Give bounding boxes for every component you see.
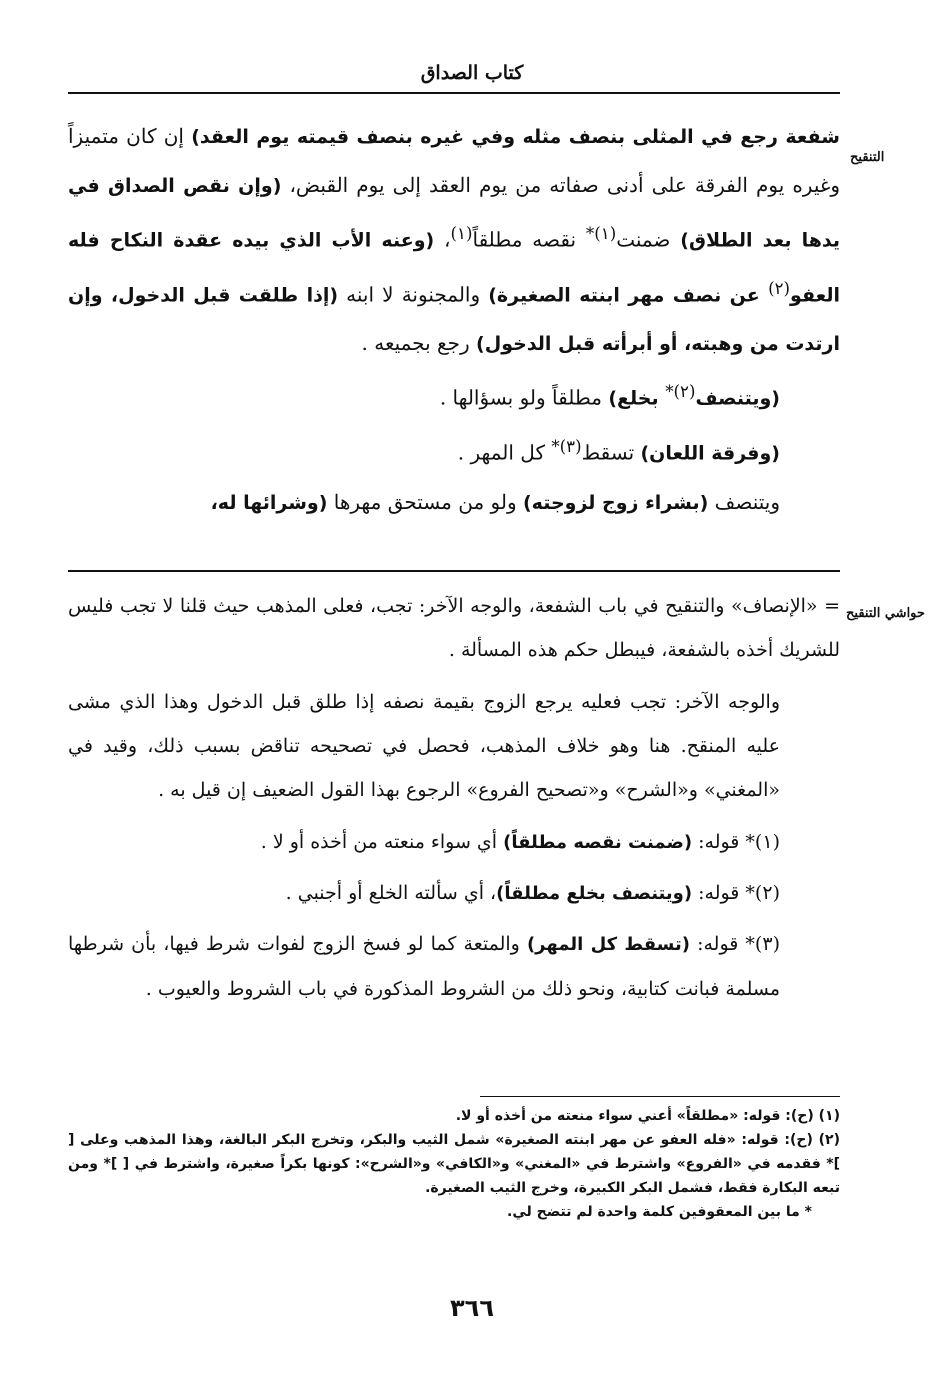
- text-segment: رجع بجميعه .: [361, 331, 477, 356]
- text-segment: والوجه الآخر: تجب فعليه يرجع الزوج بقيمة نصفه إذا طلق قبل الدخول وهذا الذي مشى عليه المنقح. هنا وهو خلاف المذهب، فحصل في تصحيحه تناقض بسبب ذلك، وقيد في «المغني» و«الشرح» و«تصحيح الفروع» الرجوع بهذا القول الضعيف إن قيل به .: [68, 691, 780, 801]
- bold-segment: (وشرائها له،: [210, 491, 328, 514]
- footnote-3: [68, 1200, 840, 1224]
- footnote-marker: (٣)*: [551, 436, 582, 456]
- gloss-paragraph-1: [68, 584, 840, 672]
- footnote-marker: (١): [450, 224, 473, 243]
- text-segment: أي سواء منعته من أخذه أو لا .: [260, 831, 504, 853]
- footnote-rule: [480, 1096, 840, 1097]
- page-number: ٣٦٦: [450, 1294, 494, 1322]
- main-paragraph-2: [68, 368, 840, 423]
- gloss-paragraph-5: [68, 922, 840, 1011]
- text-segment: نقصه مطلقاً: [472, 227, 586, 252]
- text-segment: كل المهر .: [457, 440, 552, 465]
- main-paragraph-4: [68, 478, 840, 527]
- bold-segment: (وفرقة اللعان): [640, 442, 780, 465]
- bold-segment: (٢) (ح): قوله: «فله العفو عن مهر ابنته الصغيرة» شمل الثيب والبكر، وتخرج البكر البالغة، وهذا المذهب وعلى [ ]* فقدمه في «الفروع» واشترط في «المغني» و«الكافي» و«الشرح»: كونها بكراً صغيرة، واشترط في [ ]* ومن تبعه البكارة فقط، فشمل البكر الكبيرة، وخرج الثيب الصغيرة.: [68, 1132, 840, 1196]
- bold-segment: * ما بين المعقوفين كلمة واحدة لم تتضح لي.: [507, 1204, 812, 1220]
- bold-segment: (وإن نقص الصداق في يدها بعد الطلاق): [68, 175, 841, 252]
- footnote-marker: (٢): [768, 278, 791, 298]
- bold-segment: (ضمنت نقصه مطلقاً): [503, 832, 693, 853]
- footnote-2: [68, 1128, 840, 1200]
- bold-segment: بخلع): [608, 387, 666, 410]
- footnotes-block: [68, 1104, 840, 1224]
- separator-rule: [68, 570, 840, 572]
- gloss-paragraph-3: [68, 820, 840, 865]
- text-segment: والمجنونة لا ابنه: [338, 282, 489, 307]
- bold-segment: (تسقط كل المهر): [526, 934, 690, 955]
- footnote-1: [68, 1104, 840, 1128]
- bold-segment: (١) (ح): قوله: «مطلقاً» أعني سواء منعته من أخذه أو لا.: [455, 1108, 840, 1124]
- bold-segment: (بشراء زوج لزوجته): [523, 491, 709, 514]
- text-segment: = «الإنصاف» والتنقيح في باب الشفعة، والوجه الآخر: تجب، فعلى المذهب حيث قلنا لا تجب فليس للشريك أخذه بالشفعة، فيبطل حكم هذه المسألة .: [68, 595, 840, 661]
- main-paragraph-3: [68, 423, 840, 478]
- text-segment: (٣)* قوله:: [689, 933, 780, 955]
- book-title: كتاب الصداق: [420, 62, 524, 84]
- text-segment: (١)* قوله:: [692, 831, 780, 853]
- text-segment: ويتنصف: [708, 489, 780, 514]
- bold-segment: (إذا طلقت قبل الدخول، وإن ارتدت من وهبته، أو أبرأته قبل الدخول): [68, 284, 840, 356]
- text-segment: تسقط: [581, 440, 641, 465]
- margin-label-main: التنقيح: [850, 150, 885, 165]
- text-segment: ولو من مستحق مهرها: [327, 489, 523, 514]
- gloss-paragraph-2: [68, 680, 840, 812]
- text-segment: ، أي سألته الخلع أو أجنبي .: [285, 882, 497, 904]
- main-text-block: [68, 112, 840, 527]
- gloss-block: [68, 584, 840, 1011]
- text-segment: ضمنت: [616, 227, 681, 252]
- bold-segment: (ويتنصف: [695, 387, 780, 410]
- main-paragraph-1: [68, 112, 840, 368]
- gloss-paragraph-4: [68, 871, 840, 916]
- bold-segment: عن نصف مهر ابنته الصغيرة): [488, 284, 769, 307]
- text-segment: (٢)* قوله:: [692, 882, 780, 904]
- margin-label-gloss: حواشي التنقيح: [846, 606, 925, 621]
- text-segment: مطلقاً ولو بسؤالها .: [439, 385, 609, 410]
- header-rule: [68, 92, 840, 94]
- footnote-marker: (١)*: [585, 224, 617, 243]
- bold-segment: (وعنه الأب الذي بيده عقدة النكاح فله العفو: [68, 229, 840, 307]
- text-segment: إن كان متميزاً وغيره يوم الفرقة على أدنى صفاته من يوم العقد إلى يوم القبض،: [68, 124, 840, 197]
- text-segment: والمتعة كما لو فسخ الزوج لفوات شرط فيها، بأن شرطها مسلمة فبانت كتابية، ونحو ذلك من الشروط المذكورة في باب الشروط والعيوب .: [68, 933, 780, 1000]
- footnote-marker: (٢)*: [665, 382, 696, 402]
- bold-segment: (ويتنصف بخلع مطلقاً): [496, 883, 693, 904]
- bold-segment: شفعة رجع في المثلى بنصف مثله وفي غيره بنصف قيمته يوم العقد): [191, 126, 840, 148]
- text-segment: ،: [434, 227, 451, 252]
